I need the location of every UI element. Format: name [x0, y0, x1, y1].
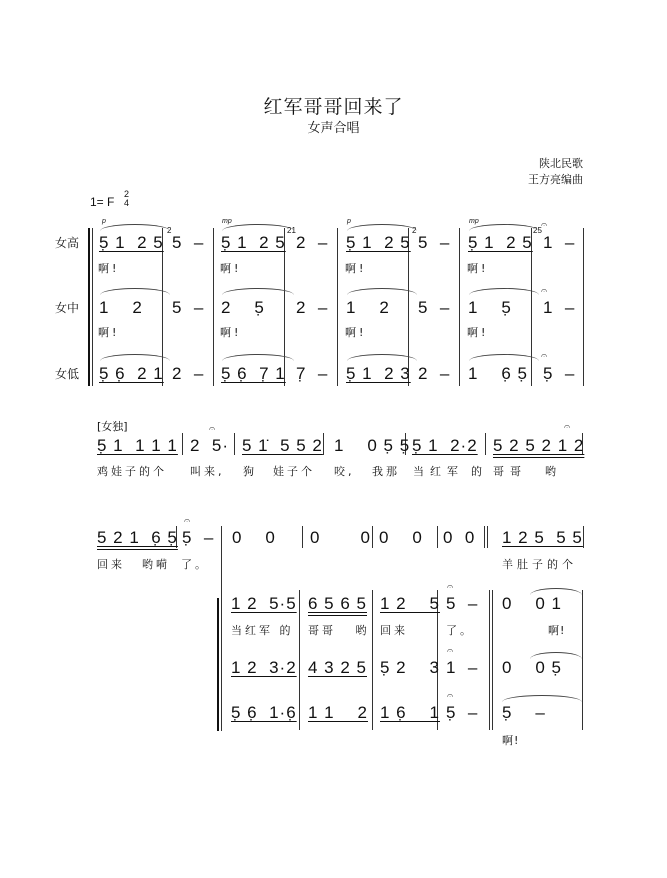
- lyric: 啊!: [502, 734, 520, 747]
- measure-soprano: 5 –: [446, 594, 479, 613]
- lyric: 啊!: [98, 262, 120, 275]
- measure: 1 2 5 5 5: [502, 528, 583, 547]
- measure-soprano: 1 2 5: [380, 594, 440, 613]
- lyric: 娃子个: [273, 465, 315, 478]
- slur: [469, 224, 539, 231]
- dynamic-mark: p: [347, 218, 351, 225]
- measure-alto: 5̣ 2 3: [380, 658, 440, 677]
- lyric: 啊!: [345, 262, 367, 275]
- measure: 5 2 1 6̣ 5̣: [97, 528, 178, 547]
- barline: [213, 228, 214, 386]
- solo-label: [女独]: [97, 420, 128, 433]
- fermata-icon: 𝄐: [209, 423, 216, 435]
- measure-alto: 5 –: [172, 298, 205, 317]
- barline: [372, 526, 373, 548]
- voice-label-bass: 女低: [55, 367, 80, 381]
- measure: 0 0: [232, 528, 276, 547]
- song-title: 红军哥哥回来了: [263, 96, 404, 118]
- barline: [302, 526, 303, 548]
- key-signature: 1= F: [90, 195, 115, 209]
- measure-bass: 5̣ 6̣ 2 1: [99, 364, 164, 383]
- arranger-credit: 王方亮编曲: [528, 173, 583, 186]
- measure-alto: 0 0 5̣: [502, 658, 562, 677]
- lyric: 哥哥 哟: [308, 624, 370, 637]
- measure: 1 0 5̣ 5̣: [334, 436, 411, 455]
- measure-soprano: 1 –: [543, 233, 576, 252]
- barline: [221, 586, 222, 731]
- barline: [221, 526, 222, 586]
- measure: 5 1̇ 5 5 2: [242, 436, 323, 455]
- measure-alto: 1 –: [543, 298, 576, 317]
- fermata-icon: 𝄐: [447, 645, 454, 657]
- measure-bass: 2 –: [172, 364, 205, 383]
- lyric: 啊!: [220, 262, 242, 275]
- measure-soprano: 1 2 5·5: [231, 594, 297, 613]
- measure: 2 5·: [190, 436, 230, 455]
- fermata-icon: 𝄐: [541, 219, 548, 231]
- double-barline: [487, 526, 488, 548]
- lyric: 哟嗬: [142, 558, 170, 571]
- measure-bass: 5̣ 6̣ 7̣ 1: [221, 364, 286, 383]
- barline: [485, 433, 486, 455]
- barline: [583, 228, 584, 386]
- measure-bass: 7̣ –: [296, 364, 329, 383]
- barline: [437, 526, 438, 548]
- measure-alto: 2 5̣: [221, 298, 265, 317]
- measure-soprano: 5̣ 1 2 5: [346, 233, 411, 252]
- origin-credit: 陕北民歌: [539, 157, 583, 170]
- lyric: 了。: [181, 558, 209, 571]
- measure-alto: 1 –: [446, 658, 479, 677]
- grace-note: 2: [167, 226, 172, 235]
- lyric: 啊!: [467, 326, 489, 339]
- measure-soprano: 5̣ 1 2 5: [99, 233, 164, 252]
- measure: 5̣ 1 1 1 1: [97, 436, 178, 455]
- lyric: 当红军: [413, 465, 464, 478]
- slur: [347, 224, 417, 231]
- lyric: 回来: [97, 558, 125, 571]
- measure-soprano: 5̣ 1 2 5: [468, 233, 533, 252]
- grace-note: 21: [287, 226, 296, 235]
- measure-alto: 4 3 2 5: [308, 658, 367, 677]
- measure-soprano: 5 –: [172, 233, 205, 252]
- lyric: 啊!: [467, 262, 489, 275]
- double-barline: [492, 590, 493, 730]
- fermata-icon: 𝄐: [447, 581, 454, 593]
- slur: [100, 288, 170, 295]
- slur: [469, 354, 539, 361]
- slur: [222, 224, 294, 231]
- lyric: 狗: [243, 465, 257, 478]
- system-bracket: [217, 598, 219, 731]
- grace-note: 25: [533, 226, 542, 235]
- dynamic-mark: p: [102, 218, 106, 225]
- measure-bass: 5̣ 1 2 3: [346, 364, 411, 383]
- barline: [582, 590, 583, 730]
- measure-bass: 2 –: [418, 364, 451, 383]
- barline: [372, 590, 373, 730]
- system-bracket: [88, 228, 90, 386]
- voice-label-alto: 女中: [55, 301, 80, 315]
- lyric: 羊肚子的个: [502, 558, 577, 571]
- measure: 5̣ 1 2·2: [412, 436, 478, 455]
- measure-alto: 1 2: [346, 298, 390, 317]
- lyric: 咬,: [334, 465, 355, 478]
- measure-alto: 5 –: [418, 298, 451, 317]
- lyric: 哥哥: [493, 465, 527, 478]
- measure-bass: 5̣ –: [502, 703, 546, 722]
- lyric: 了。: [446, 624, 474, 637]
- slur: [469, 288, 539, 295]
- lyric: 啊!: [548, 624, 566, 637]
- double-barline: [489, 590, 490, 730]
- lyric: 的: [471, 465, 485, 478]
- slur: [100, 354, 170, 361]
- dynamic-mark: mp: [469, 218, 479, 225]
- lyric: 啊!: [345, 326, 367, 339]
- lyric: 啊!: [98, 326, 120, 339]
- measure-alto: 1 5̣: [468, 298, 512, 317]
- barline: [92, 228, 93, 386]
- voice-label-soprano: 女高: [55, 236, 80, 250]
- subtitle: 女声合唱: [307, 121, 360, 136]
- fermata-icon: 𝄐: [447, 690, 454, 702]
- barline: [337, 228, 338, 386]
- measure-bass: 1 6̣ 5̣: [468, 364, 528, 383]
- fermata-icon: 𝄐: [184, 515, 191, 527]
- fermata-icon: 𝄐: [564, 421, 571, 433]
- lyric: 当红军 的: [231, 624, 294, 637]
- lyric: 叫来,: [190, 465, 225, 478]
- time-bottom: 4: [124, 198, 130, 208]
- barline: [299, 590, 300, 730]
- lyric: 回来: [380, 624, 408, 637]
- fermata-icon: 𝄐: [541, 285, 548, 297]
- slur: [347, 288, 417, 295]
- measure-soprano: 2 –: [296, 233, 329, 252]
- slur: [502, 695, 582, 702]
- slur: [347, 354, 417, 361]
- grace-note: 2: [412, 226, 417, 235]
- measure-alto: 1 2: [99, 298, 143, 317]
- double-barline: [484, 526, 485, 548]
- slur: [530, 652, 582, 659]
- slur: [222, 288, 294, 295]
- measure-alto: 2 –: [296, 298, 329, 317]
- measure-bass: 5̣ 6̣ 1·6̣: [231, 703, 297, 722]
- measure: 5 2 5 2 1 2: [493, 436, 585, 455]
- slur: [530, 588, 582, 595]
- fermata-icon: 𝄐: [541, 350, 548, 362]
- barline: [182, 433, 183, 455]
- barline: [234, 433, 235, 455]
- barline: [583, 526, 584, 548]
- slur: [100, 224, 170, 231]
- barline: [323, 433, 324, 455]
- lyric: 鸡娃子的个: [97, 465, 167, 478]
- time-signature: [124, 190, 129, 208]
- measure: 0 0: [443, 528, 476, 547]
- time-top: 2: [124, 189, 130, 199]
- measure-bass: 5̣ –: [446, 703, 479, 722]
- measure: 5̣ –: [182, 528, 215, 547]
- dynamic-mark: mp: [222, 218, 232, 225]
- measure: 0 0: [310, 528, 371, 547]
- measure-bass: 5̣ –: [543, 364, 576, 383]
- measure-bass: 1 1 2: [308, 703, 368, 722]
- measure-alto: 1 2 3·2: [231, 658, 297, 677]
- measure-soprano: 5 –: [418, 233, 451, 252]
- lyric: 我那: [372, 465, 400, 478]
- measure-soprano: 6 5 6 5: [308, 594, 367, 613]
- barline: [459, 228, 460, 386]
- slur: [222, 354, 294, 361]
- lyric: 哟: [545, 465, 559, 478]
- measure: 0 0: [379, 528, 423, 547]
- lyric: 啊!: [220, 326, 242, 339]
- measure-soprano: 0 0 1: [502, 594, 562, 613]
- measure-soprano: 5̣ 1 2 5: [221, 233, 286, 252]
- measure-bass: 1 6̣ 1: [380, 703, 440, 722]
